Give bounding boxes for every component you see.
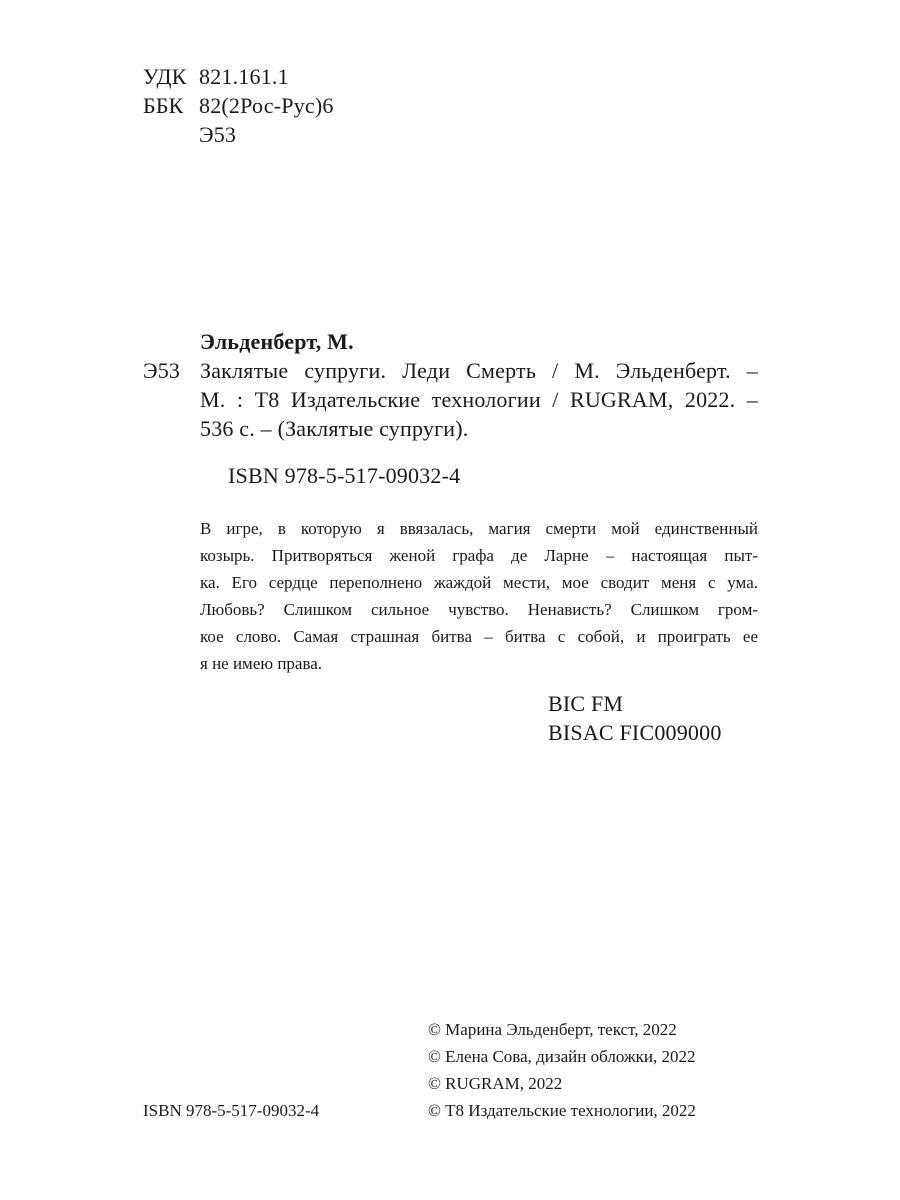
annotation-line: В игре, в которую я ввязалась, магия смерти мой единственный: [200, 519, 758, 538]
author-mark: Э53: [143, 358, 181, 383]
isbn-record: ISBN 978-5-517-09032-4: [228, 463, 461, 488]
author-mark-row: [143, 120, 334, 149]
bib-line: 536 с. – (Заклятые супруги).: [200, 416, 469, 441]
subject-codes: [548, 689, 722, 747]
bbk-row: [143, 91, 334, 120]
annotation-line: Любовь? Слишком сильное чувство. Ненависть? Слишком гром-: [200, 600, 758, 619]
bib-line: М. : Т8 Издательские технологии / RUGRAM, 2022. –: [200, 387, 758, 412]
annotation-line: кое слово. Самая страшная битва – битва с собой, и проиграть ее: [200, 627, 758, 646]
bic-code: BIC FM: [548, 691, 624, 716]
bbk-label: ББК: [143, 93, 184, 118]
udk-value: 821.161.1: [199, 64, 289, 89]
footer-isbn: ISBN 978-5-517-09032-4: [143, 1101, 320, 1120]
copyright-line: © Марина Эльденберт, текст, 2022: [428, 1020, 677, 1039]
bib-line: Заклятые супруги. Леди Смерть / М. Эльденберт. –: [200, 358, 758, 383]
author-mark-top: Э53: [199, 122, 237, 147]
copyright-line: © Т8 Издательские технологии, 2022: [428, 1101, 696, 1120]
author-heading: Эльденберт, М.: [200, 329, 354, 354]
bisac-code: BISAC FIC009000: [548, 720, 722, 745]
udk-row: [143, 62, 334, 91]
copyright-line: © Елена Сова, дизайн обложки, 2022: [428, 1047, 696, 1066]
bbk-value: 82(2Рос-Рус)6: [199, 93, 334, 118]
annotation-line: козырь. Притворяться женой графа де Ларне – настоящая пыт-: [200, 546, 758, 565]
copyright-line: © RUGRAM, 2022: [428, 1074, 563, 1093]
annotation: [200, 515, 758, 677]
classification-block: [143, 62, 334, 149]
copyright-block: [428, 1016, 696, 1124]
annotation-line: ка. Его сердце переполнено жаждой мести, мое сводит меня с ума.: [200, 573, 758, 592]
annotation-line: я не имею права.: [200, 654, 323, 673]
bibliographic-description: [200, 356, 758, 443]
udk-label: УДК: [143, 64, 187, 89]
